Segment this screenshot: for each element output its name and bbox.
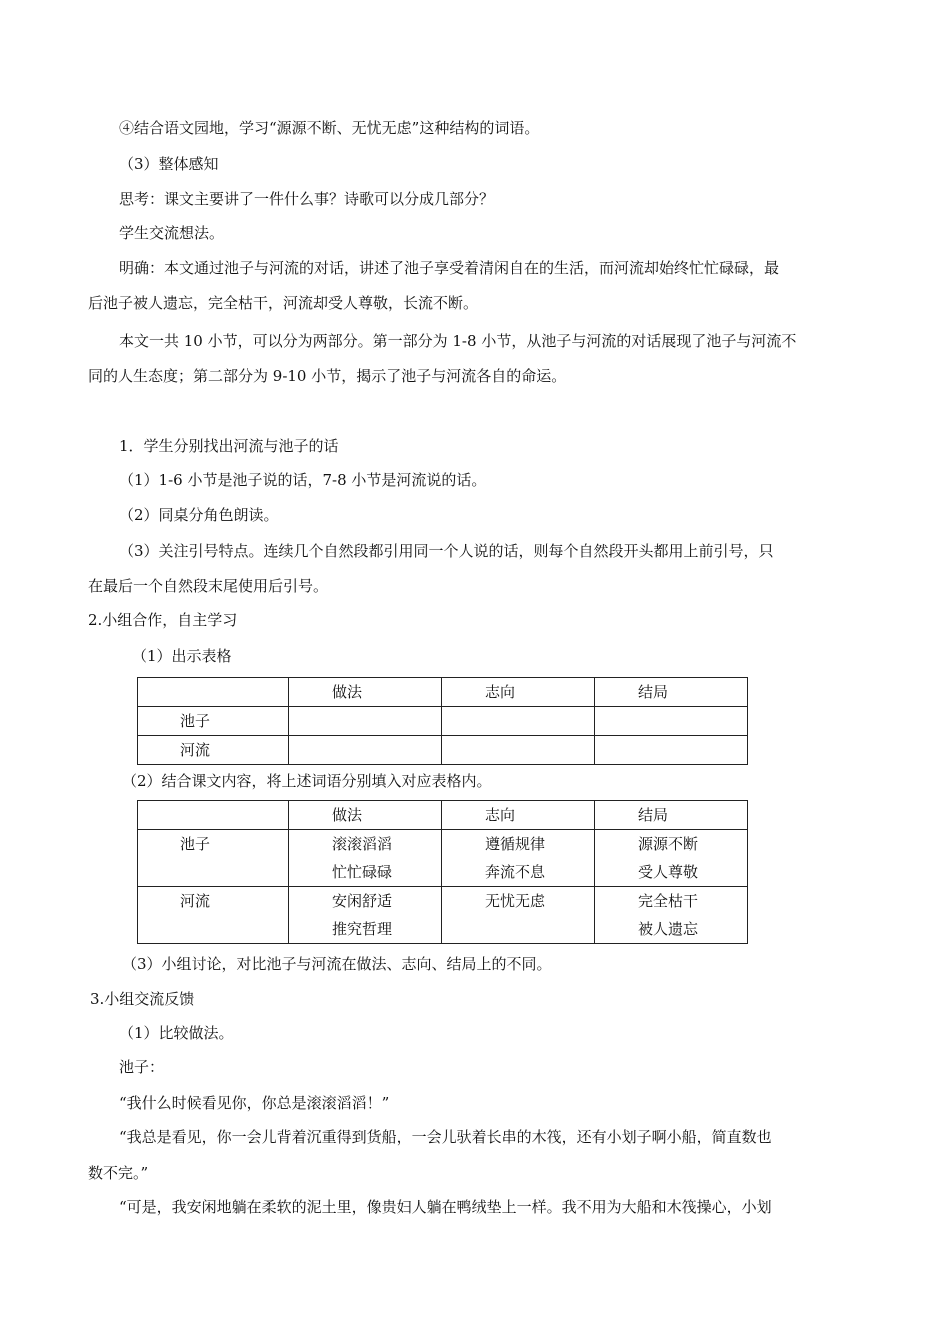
table-row (138, 887, 748, 944)
para-line: 明确：本文通过池子与河流的对话，讲述了池子享受着清闲自在的生活，而河流却始终忙忙碌碌，最 (119, 259, 780, 277)
table-header-row (138, 801, 748, 830)
table-cell: 被人遗忘 (638, 920, 699, 938)
table-row (138, 830, 748, 887)
para-line: （1）1-6 小节是池子说的话，7-8 小节是河流说的话。 (119, 471, 487, 489)
para-line: 在最后一个自然段末尾使用后引号。 (88, 577, 329, 595)
table-cell: 滚滚滔滔 (332, 835, 393, 853)
table-header: 结局 (638, 683, 669, 701)
table-header: 做法 (332, 806, 363, 824)
table-cell: 遵循规律 (485, 835, 546, 853)
para-line: （1）出示表格 (132, 647, 232, 665)
table-filled (137, 800, 748, 944)
table-header-row (138, 678, 748, 707)
table-cell: 无忧无虑 (485, 892, 546, 910)
row-label: 池子 (180, 835, 211, 853)
table-header: 做法 (332, 683, 363, 701)
para-line: 1．学生分别找出河流与池子的话 (119, 437, 339, 455)
para-line: 同的人生态度；第二部分为 9-10 小节，揭示了池子与河流各自的命运。 (88, 367, 567, 385)
para-line: 学生交流想法。 (119, 224, 225, 242)
table-header: 志向 (485, 806, 516, 824)
para-line: 本文一共 10 小节，可以分为两部分。第一部分为 1-8 小节，从池子与河流的对话展现了池子与河流不 (119, 332, 797, 350)
table-cell: 推究哲理 (332, 920, 393, 938)
table-header: 志向 (485, 683, 516, 701)
para-line: （2）同桌分角色朗读。 (119, 506, 279, 524)
section-heading: （3）整体感知 (119, 155, 219, 173)
quote-line: “我什么时候看见你，你总是滚滚滔滔！” (119, 1094, 390, 1112)
quote-line: “可是，我安闲地躺在柔软的泥土里，像贵妇人躺在鸭绒垫上一样。我不用为大船和木筏操心，小划 (119, 1198, 772, 1216)
quote-line: “我总是看见，你一会儿背着沉重得到货船，一会儿驮着长串的木筏，还有小划子啊小船，简直数也 (119, 1128, 772, 1146)
table-cell: 奔流不息 (485, 863, 546, 881)
para-line: 3.小组交流反馈 (90, 990, 195, 1008)
table-row (138, 707, 748, 736)
table-cell: 安闲舒适 (332, 892, 393, 910)
row-label: 河流 (180, 892, 211, 910)
table-cell: 完全枯干 (638, 892, 699, 910)
para-line: （2）结合课文内容，将上述词语分别填入对应表格内。 (122, 772, 492, 790)
table-empty (137, 677, 748, 765)
table-header: 结局 (638, 806, 669, 824)
para-line: 池子： (119, 1058, 165, 1076)
para-line: ④结合语文园地，学习“源源不断、无忧无虑”这种结构的词语。 (119, 119, 540, 137)
row-label: 河流 (180, 741, 211, 759)
table-cell: 源源不断 (638, 835, 699, 853)
row-label: 池子 (180, 712, 211, 730)
para-line: 2.小组合作，自主学习 (88, 611, 238, 629)
para-line: （1）比较做法。 (119, 1024, 234, 1042)
para-line: 思考：课文主要讲了一件什么事？诗歌可以分成几部分？ (119, 190, 495, 208)
table-cell: 受人尊敬 (638, 863, 699, 881)
para-line: （3）关注引号特点。连续几个自然段都引用同一个人说的话，则每个自然段开头都用上前引号，只 (119, 542, 774, 560)
para-line: （3）小组讨论，对比池子与河流在做法、志向、结局上的不同。 (122, 955, 552, 973)
para-line: 后池子被人遗忘，完全枯干，河流却受人尊敬，长流不断。 (88, 294, 479, 312)
quote-line: 数不完。” (88, 1164, 149, 1182)
table-cell: 忙忙碌碌 (332, 863, 393, 881)
table-row (138, 736, 748, 765)
